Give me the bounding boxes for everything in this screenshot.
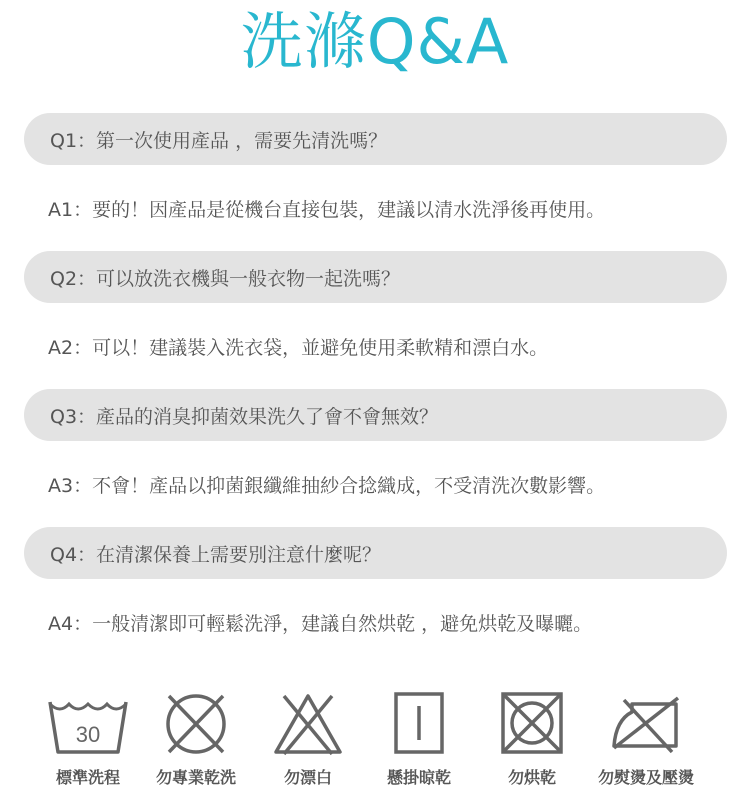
faq-item-3 (24, 389, 727, 527)
no-iron-icon (606, 690, 686, 756)
care-label-no-dry-clean: 勿專業乾洗 (155, 768, 236, 787)
care-label-wash: 標準洗程 (55, 768, 120, 787)
wash-30-icon (47, 690, 129, 756)
answer-4: A4：一般清潔即可輕鬆洗淨，建議自然烘乾 ，避免烘乾及曝曬。 (48, 612, 593, 635)
care-item-no-dry-clean (146, 690, 246, 788)
care-item-no-tumble-dry (490, 690, 574, 788)
care-label-no-tumble-dry: 勿烘乾 (507, 768, 556, 787)
question-2: Q2：可以放洗衣機與一般衣物一起洗嗎？ (24, 251, 727, 303)
faq-item-2 (24, 251, 727, 389)
question-4: Q4：在清潔保養上需要別注意什麼呢？ (24, 527, 727, 579)
wash-temp-text: 30 (75, 722, 101, 747)
care-label-hang-dry: 懸掛晾乾 (386, 768, 451, 787)
no-tumble-dry-icon (497, 690, 567, 756)
hang-dry-icon (386, 690, 452, 756)
care-item-wash-30 (46, 690, 130, 788)
answer-2: A2：可以！建議裝入洗衣袋，並避免使用柔軟精和漂白水。 (48, 336, 549, 359)
care-icons-row (0, 690, 750, 800)
no-dry-clean-icon (161, 690, 231, 756)
care-item-no-bleach (270, 690, 346, 788)
no-bleach-icon (270, 690, 346, 756)
question-3: Q3：產品的消臭抑菌效果洗久了會不會無效？ (24, 389, 727, 441)
answer-1: A1：要的！因產品是從機台直接包裝，建議以清水洗淨後再使用。 (48, 198, 606, 221)
care-item-no-iron (586, 690, 706, 788)
care-item-hang-dry (376, 690, 462, 788)
faq-list (24, 113, 727, 665)
question-1: Q1：第一次使用產品 ，需要先清洗嗎？ (24, 113, 727, 165)
care-label-no-iron: 勿熨燙及壓燙 (597, 768, 694, 787)
page-title: 洗滌Q&A (240, 5, 510, 78)
care-label-no-bleach: 勿漂白 (283, 768, 332, 787)
faq-item-4 (24, 527, 727, 665)
faq-item-1 (24, 113, 727, 251)
answer-3: A3：不會！產品以抑菌銀纖維抽紗合捻織成，不受清洗次數影響。 (48, 474, 606, 497)
